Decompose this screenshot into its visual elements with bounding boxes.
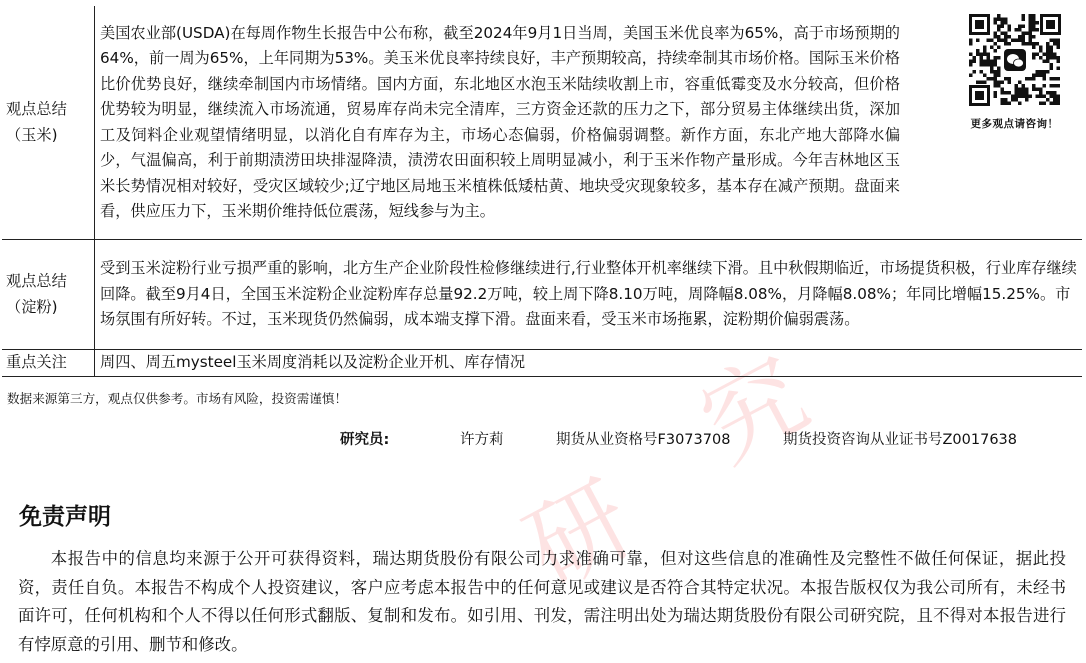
researcher-name: 许方莉 [460, 432, 504, 448]
watermark-char-jiu: 究 [682, 334, 826, 485]
wechat-icon [1002, 47, 1028, 73]
table-row-corn [2, 6, 1082, 240]
row-label-starch: 观点总结（淀粉) [2, 240, 95, 350]
source-note: 数据来源第三方，观点仅供参考。市场有风险，投资需谨慎！ [7, 391, 348, 406]
watermark-char-yan: 研 [507, 459, 651, 610]
table-row-focus [2, 350, 1082, 377]
qr-code[interactable] [969, 14, 1061, 106]
row-content-focus: 周四、周五mysteel玉米周度消耗以及淀粉企业开机、库存情况 [95, 350, 1083, 377]
corn-summary-text: 美国农业部(USDA)在每周作物生长报告中公布称，截至2024年9月1日当周，美国玉米优良率为65%，高于市场预期的64%，前一周为65%，上年同期为53%。美玉米优良率持续良好，丰产预期较高，持续牵制其市场价格。国际玉米价格比价优势良好，继续牵制国内市场情绪。国内方面，东北地区水泡玉米陆续收割上市，容重低霉变及水分较高，但价格优势较为明显，继续流入市场流通，贸易库存尚未完全清库，三方资金还款的压力之下，部分贸易主体继续出货，深加工及饲料企业观望情绪明显，以消化自有库存为主，市场心态偏弱，价格偏弱调整。新作方面，东北产地大部降水偏少，气温偏高，利于前期渍涝田块排湿降渍，渍涝农田面积较上周明显减小，利于玉米作物产量形成。今年吉林地区玉米长势情况相对较好，受灾区域较少;辽宁地区局地玉米植株低矮枯黄、地块受灾现象较多，基本存在减产预期。盘面来看，供应压力下，玉米期价维持低位震荡，短线参与为主。 [100, 23, 900, 220]
disclaimer-title: 免责声明 [19, 504, 111, 530]
row-content-starch: 受到玉米淀粉行业亏损严重的影响，北方生产企业阶段性检修继续进行,行业整体开机率继续下滑。且中秋假期临近，市场提货积极，行业库存继续回降。截至9月4日，全国玉米淀粉企业淀粉库存总量92.2万吨，较上周下降8.10万吨，周降幅8.08%，月降幅8.08%；年同比增幅15.25%。市场氛围有所好转。不过，玉米现货仍然偏弱，成本端支撑下滑。盘面来看，受玉米市场拖累，淀粉期价偏弱震荡。 [95, 240, 1083, 350]
researcher-label: 研究员: [340, 432, 390, 448]
row-label-corn: 观点总结（玉米) [2, 6, 95, 240]
researcher-license-qualification: 期货从业资格号F3073708 [556, 432, 731, 448]
qr-block [952, 14, 1077, 131]
disclaimer-body: 本报告中的信息均来源于公开可获得资料，瑞达期货股份有限公司力求准确可靠，但对这些信息的准确性及完整性不做任何保证，据此投资，责任自负。本报告不构成个人投资建议，客户应考虑本报告中的任何意见或建议是否符合其特定状况。本报告版权仅为我公司所有，未经书面许可，任何机构和个人不得以任何形式翻版、复制和发布。如引用、刊发，需注明出处为瑞达期货股份有限公司研究院，且不得对本报告进行有悖原意的引用、删节和修改。 [18, 549, 1066, 654]
row-label-focus: 重点关注 [2, 350, 95, 377]
table-row-starch [2, 240, 1082, 350]
summary-table [2, 6, 1082, 377]
row-content-corn [95, 6, 1083, 240]
qr-caption: 更多观点请咨询！ [970, 118, 1059, 130]
researcher-license-consulting: 期货投资咨询从业证书号Z0017638 [783, 432, 1018, 448]
